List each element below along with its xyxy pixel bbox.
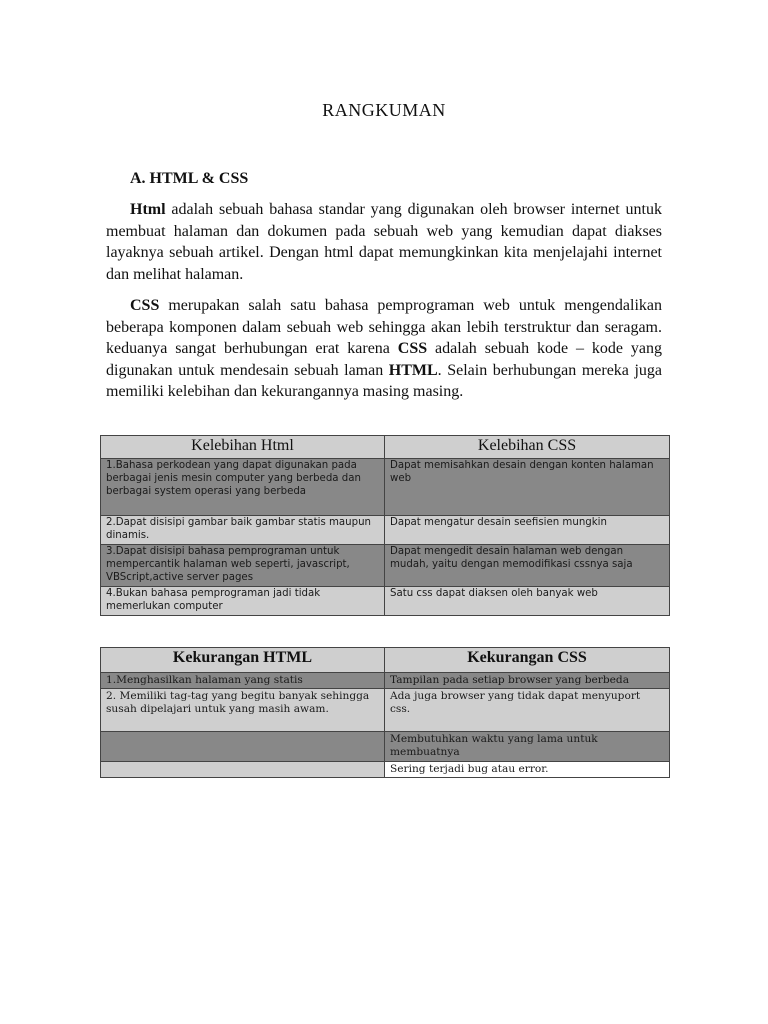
table-cell: Dapat memisahkan desain dengan konten halaman web (385, 459, 670, 516)
table-cell: 4.Bukan bahasa pemprograman jadi tidak memerlukan computer (101, 587, 385, 616)
table-cell: Dapat mengatur desain seefisien mungkin (385, 516, 670, 545)
table-cell: 3.Dapat disisipi bahasa pemprograman untuk mempercantik halaman web seperti, javascript, VBScript,active server pages (101, 545, 385, 587)
column-header: Kelebihan CSS (385, 436, 670, 459)
table-cell: Ada juga browser yang tidak dapat menyuport css. (385, 688, 670, 731)
table-header-row (101, 436, 670, 459)
page-title: RANGKUMAN (322, 100, 446, 120)
table-row (101, 459, 670, 516)
column-header: Kekurangan CSS (385, 648, 670, 673)
table-cell (101, 761, 385, 777)
table-row (101, 761, 670, 777)
paragraph-css (106, 295, 662, 403)
table-cell: 1.Menghasilkan halaman yang statis (101, 673, 385, 689)
table-cell: Tampilan pada setiap browser yang berbeda (385, 673, 670, 689)
table-cell: Membutuhkan waktu yang lama untuk membuatnya (385, 731, 670, 761)
paragraph-css-text-1: merupakan salah satu bahasa pemprograman web untuk mengendalikan beberapa komponen dalam sebuah web sehingga akan lebih terstruktur dan seragam. keduanya sangat berhubungan erat karena (106, 297, 662, 357)
table-cell (101, 731, 385, 761)
term-css-2: CSS (397, 340, 428, 357)
table-row (101, 545, 670, 587)
paragraph-css-text-3: . Selain berhubungan mereka juga memiliki kelebihan dan kekurangannya masing masing. (106, 361, 662, 400)
paragraph-html (106, 199, 662, 285)
table-row (101, 673, 670, 689)
table-header-row (101, 648, 670, 673)
paragraph-html-text: adalah sebuah bahasa standar yang digunakan oleh browser internet untuk membuat halaman dan dokumen pada sebuah web yang kemudian dapat diakses layaknya sebuah artikel. Dengan html dapat memungkinkan kita menjelajahi internet dan melihat halaman. (106, 201, 662, 283)
table-row (101, 516, 670, 545)
column-header: Kelebihan Html (101, 436, 385, 459)
table-cell: Sering terjadi bug atau error. (385, 761, 670, 777)
table-row (101, 587, 670, 616)
kelebihan-table (100, 435, 670, 616)
column-header: Kekurangan HTML (101, 648, 385, 673)
term-html: Html (130, 201, 166, 218)
kekurangan-table (100, 647, 670, 778)
table-cell: Satu css dapat diaksen oleh banyak web (385, 587, 670, 616)
table-cell: Dapat mengedit desain halaman web dengan mudah, yaitu dengan memodifikasi cssnya saja (385, 545, 670, 587)
section-heading: A. HTML & CSS (130, 170, 249, 187)
table-cell: 2.Dapat disisipi gambar baik gambar statis maupun dinamis. (101, 516, 385, 545)
table-cell: 2. Memiliki tag-tag yang begitu banyak sehingga susah dipelajari untuk yang masih awam. (101, 688, 385, 731)
table-row (101, 731, 670, 761)
table-cell: 1.Bahasa perkodean yang dapat digunakan pada berbagai jenis mesin computer yang berbeda dan berbagai system operasi yang berbeda (101, 459, 385, 516)
table-row (101, 688, 670, 731)
term-css: CSS (130, 297, 160, 314)
term-html-2: HTML (388, 361, 438, 379)
paragraph-css-text-2: adalah sebuah kode – kode yang digunakan untuk mendesain sebuah laman (106, 340, 663, 379)
